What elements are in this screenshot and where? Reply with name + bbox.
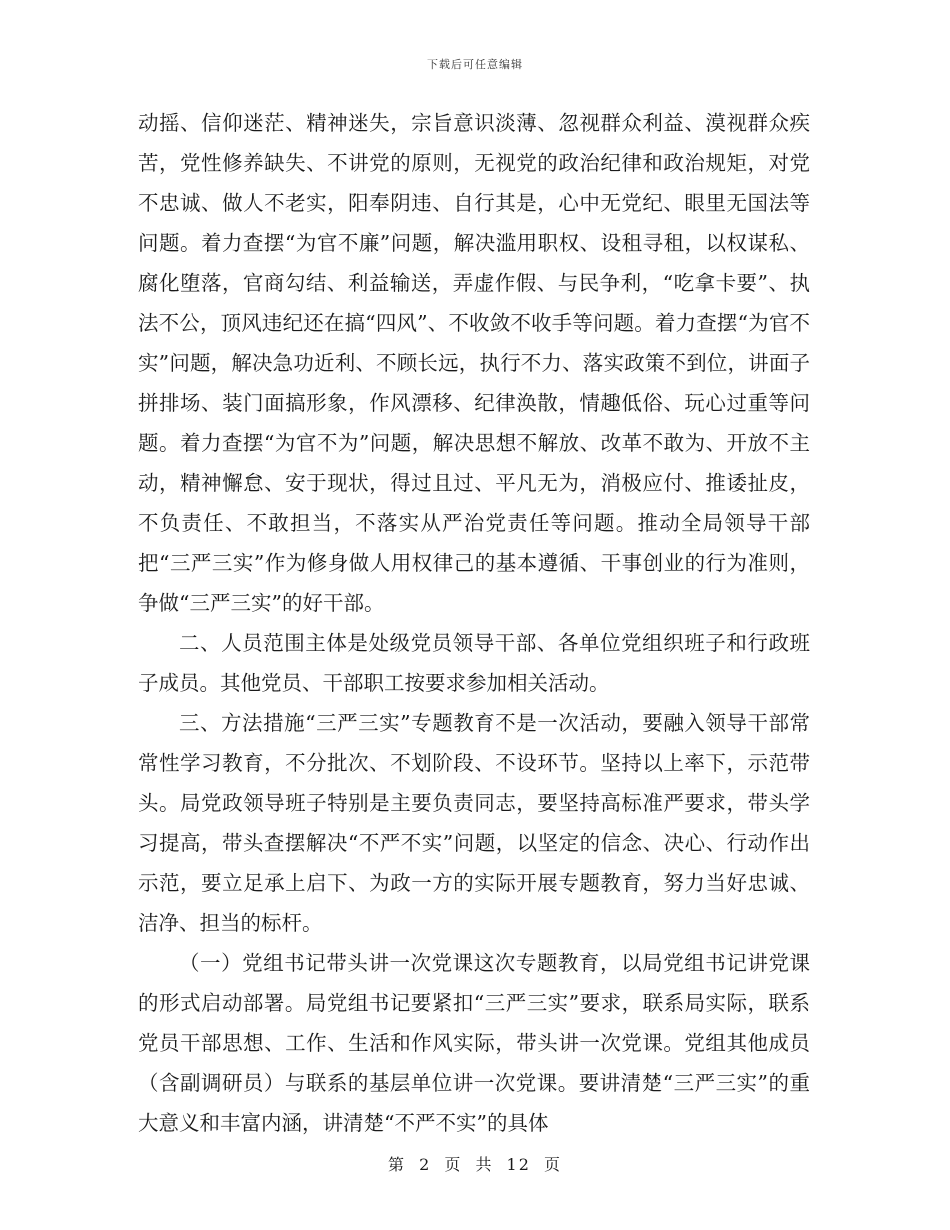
page-number: 第 2 页 共 12 页: [388, 1155, 562, 1174]
paragraph-party-lecture: （一）党组书记带头讲一次党课这次专题教育，以局党组书记讲党课的形式启动部署。局党组书记要紧扣“三严三实”要求，联系局实际，联系党员干部思想、工作、生活和作风实际，带头讲一次党课。党组其他成员（含副调研员）与联系的基层单位讲一次党课。要讲清楚“三严三实”的重大意义和丰富内涵，讲清楚“不严不实”的具体: [138, 951, 810, 1135]
paragraph-methods: 三、方法措施“三严三实”专题教育不是一次活动，要融入领导干部常常性学习教育，不分批次、不划阶段、不设环节。坚持以上率下，示范带头。局党政领导班子特别是主要负责同志，要坚持高标准严要求，带头学习提高，带头查摆解决“不严不实”问题，以坚定的信念、决心、行动作出示范，要立足承上启下、为政一方的实际开展专题教育，努力当好忠诚、洁净、担当的标杆。: [138, 711, 810, 935]
document-body: [138, 103, 810, 1143]
paragraph-personnel-scope: 二、人员范围主体是处级党员领导干部、各单位党组织班子和行政班子成员。其他党员、干部职工按要求参加相关活动。: [138, 631, 810, 695]
paragraph-continuation: 动摇、信仰迷茫、精神迷失，宗旨意识淡薄、忽视群众利益、漠视群众疾苦，党性修养缺失、不讲党的原则，无视党的政治纪律和政治规矩，对党不忠诚、做人不老实，阳奉阴违、自行其是，心中无党纪、眼里无国法等问题。着力查摆“为官不廉”问题，解决滥用职权、设租寻租，以权谋私、腐化堕落，官商勾结、利益输送，弄虚作假、与民争利，“吃拿卡要”、执法不公，顶风违纪还在搞“四风”、不收敛不收手等问题。着力查摆“为官不实”问题，解决急功近利、不顾长远，执行不力、落实政策不到位，讲面子拼排场、装门面搞形象，作风漂移、纪律涣散，情趣低俗、玩心过重等问题。着力查摆“为官不为”问题，解决思想不解放、改革不敢为、开放不主动，精神懈怠、安于现状，得过且过、平凡无为，消极应付、推诿扯皮，不负责任、不敢担当，不落实从严治党责任等问题。推动全局领导干部把“三严三实”作为修身做人用权律己的基本遵循、干事创业的行为准则，争做“三严三实”的好干部。: [138, 111, 810, 615]
page-header-note: 下载后可任意编辑: [427, 58, 523, 71]
